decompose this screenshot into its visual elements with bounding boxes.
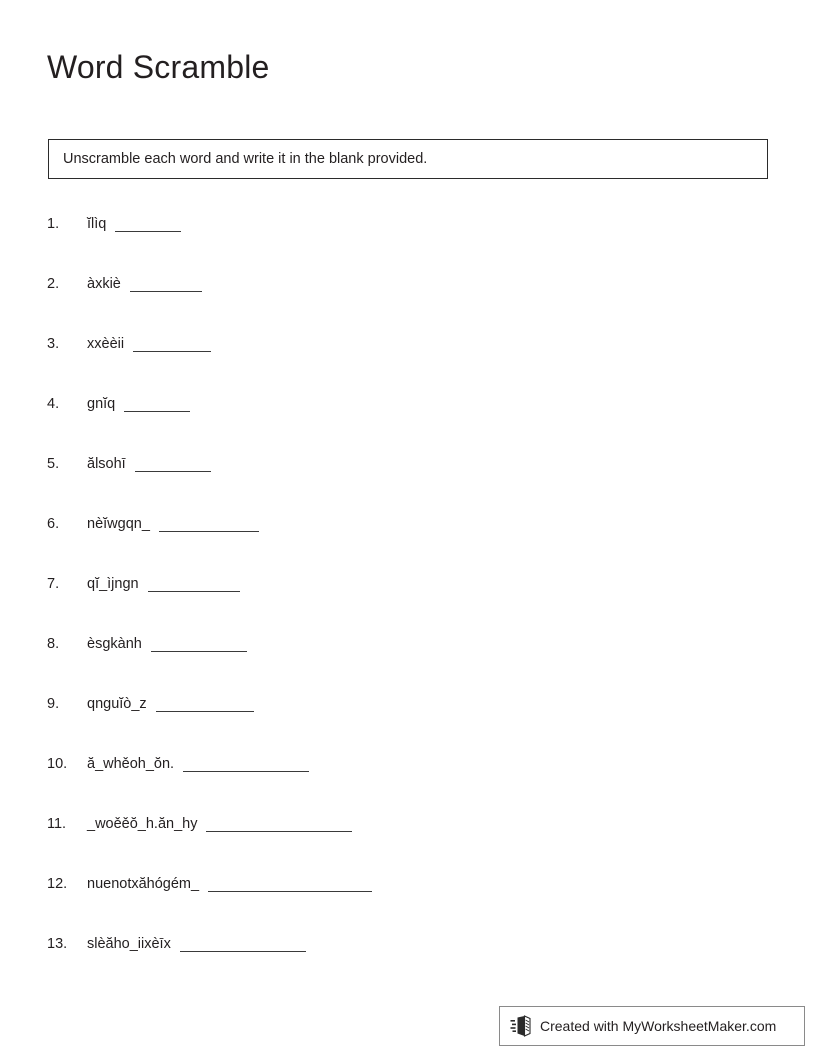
list-item	[47, 454, 767, 514]
item-body	[87, 274, 202, 294]
item-body	[87, 514, 259, 534]
answer-blank[interactable]	[115, 231, 181, 232]
answer-blank[interactable]	[151, 651, 247, 652]
answer-blank[interactable]	[206, 831, 352, 832]
item-body	[87, 214, 181, 234]
instructions-text: Unscramble each word and write it in the blank provided.	[63, 151, 428, 167]
list-item	[47, 574, 767, 634]
scrambled-word: qnguĭò_z	[87, 696, 147, 712]
list-item	[47, 334, 767, 394]
scrambled-word: èsgkành	[87, 636, 142, 652]
item-number: 1.	[47, 216, 60, 232]
list-item	[47, 634, 767, 694]
page-title: Word Scramble	[47, 49, 270, 85]
answer-blank[interactable]	[180, 951, 306, 952]
answer-blank[interactable]	[159, 531, 259, 532]
item-number: 7.	[47, 576, 60, 592]
item-body	[87, 754, 309, 774]
list-item	[47, 754, 767, 814]
list-item	[47, 874, 767, 934]
answer-blank[interactable]	[124, 411, 190, 412]
item-body	[87, 934, 306, 954]
item-body	[87, 454, 211, 474]
scrambled-word: xxèèii	[87, 336, 125, 352]
item-number: 3.	[47, 336, 60, 352]
item-number: 10.	[47, 756, 68, 772]
item-body	[87, 574, 240, 594]
scrambled-word: ălsohī	[87, 456, 126, 472]
item-number: 11.	[47, 816, 67, 832]
myworksheetmaker-logo-icon	[510, 1015, 532, 1037]
item-number: 8.	[47, 636, 60, 652]
answer-blank[interactable]	[135, 471, 211, 472]
scrambled-word: slèăho_iixèīx	[87, 936, 171, 952]
item-body	[87, 874, 372, 894]
scrambled-word: àxkiè	[87, 276, 121, 292]
scrambled-word: ă_whěoh_ŏn.	[87, 756, 175, 772]
answer-blank[interactable]	[156, 711, 254, 712]
item-body	[87, 334, 211, 354]
list-item	[47, 274, 767, 334]
scrambled-word: nèĭwgqn_	[87, 516, 150, 532]
answer-blank[interactable]	[148, 591, 240, 592]
footer-text: Created with MyWorksheetMaker.com	[540, 1018, 777, 1034]
item-number: 9.	[47, 696, 60, 712]
scrambled-word: _woěěŏ_h.ăn_hy	[87, 816, 198, 832]
list-item	[47, 394, 767, 454]
item-number: 2.	[47, 276, 60, 292]
list-item	[47, 814, 767, 874]
item-body	[87, 814, 352, 834]
scrambled-word: qĭ_ìjngn	[87, 576, 139, 592]
instructions-box	[48, 139, 768, 179]
item-number: 6.	[47, 516, 60, 532]
scramble-list	[47, 214, 767, 994]
answer-blank[interactable]	[208, 891, 372, 892]
scrambled-word: ĭlìq	[87, 216, 107, 232]
item-body	[87, 694, 254, 714]
answer-blank[interactable]	[130, 291, 202, 292]
item-number: 13.	[47, 936, 68, 952]
list-item	[47, 934, 767, 994]
list-item	[47, 694, 767, 754]
scrambled-word: gnĭq	[87, 396, 116, 412]
footer-badge[interactable]	[499, 1006, 805, 1046]
list-item	[47, 214, 767, 274]
item-number: 5.	[47, 456, 60, 472]
item-number: 4.	[47, 396, 60, 412]
answer-blank[interactable]	[133, 351, 211, 352]
item-body	[87, 394, 190, 414]
list-item	[47, 514, 767, 574]
item-number: 12.	[47, 876, 68, 892]
scrambled-word: nuenotxăhógém_	[87, 876, 200, 892]
item-body	[87, 634, 247, 654]
answer-blank[interactable]	[183, 771, 309, 772]
